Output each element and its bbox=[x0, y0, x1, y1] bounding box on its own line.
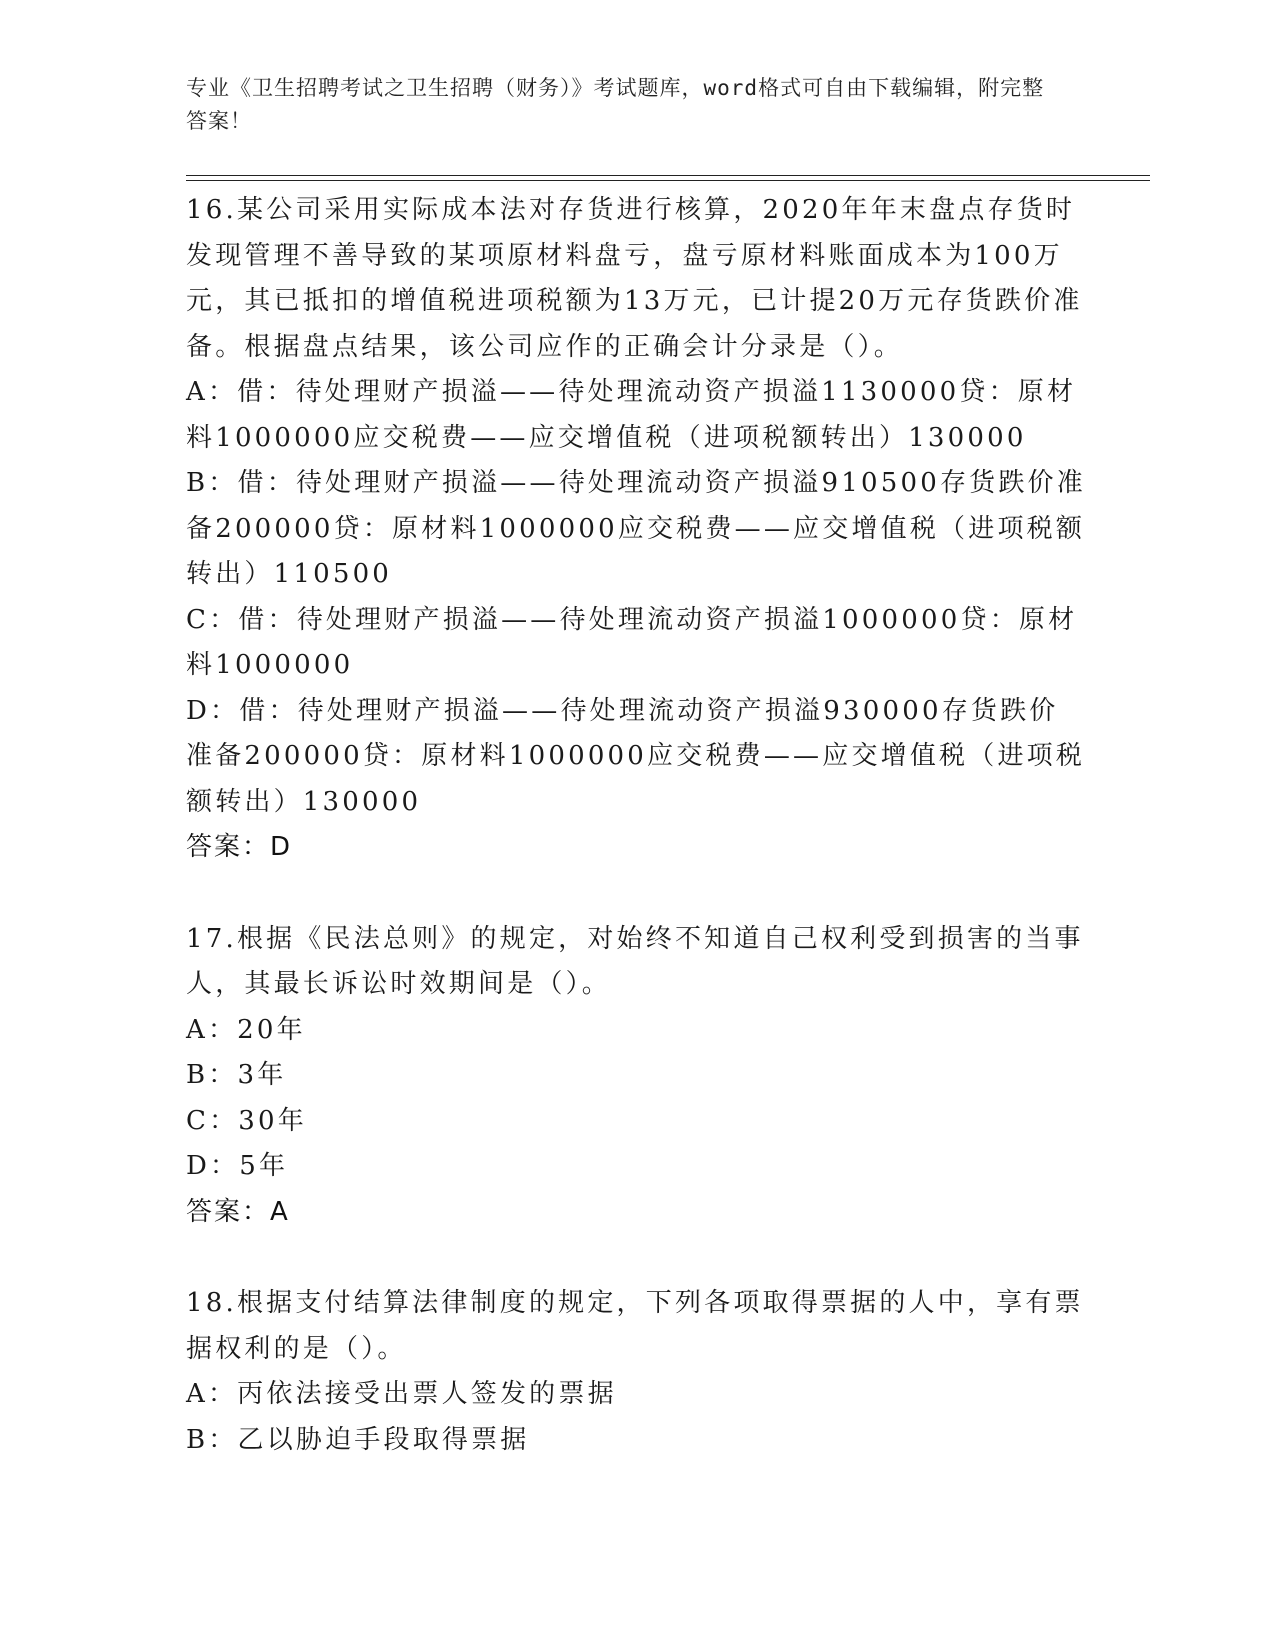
answer-line: 答案：A bbox=[186, 1196, 290, 1227]
option-c: C：借：待处理财产损溢——待处理流动资产损溢1000000贷：原材料1000000 bbox=[186, 604, 1078, 680]
question-spacer bbox=[186, 871, 1086, 917]
option-d: D：借：待处理财产损溢——待处理流动资产损溢930000存货跌价准备200000贷：原材料1000000应交税费——应交增值税（进项税额转出）130000 bbox=[186, 695, 1086, 817]
question-list bbox=[186, 188, 1086, 1463]
question-stem: 17.根据《民法总则》的规定，对始终不知道自己权利受到损害的当事人，其最长诉讼时效期间是（）。 bbox=[186, 923, 1084, 999]
option-b: B：乙以胁迫手段取得票据 bbox=[186, 1424, 530, 1455]
option-c: C：30年 bbox=[186, 1105, 307, 1136]
option-a: A：20年 bbox=[186, 1014, 306, 1045]
question-stem: 18.根据支付结算法律制度的规定，下列各项取得票据的人中，享有票据权利的是（）。 bbox=[186, 1288, 1084, 1364]
question-18 bbox=[186, 1281, 1086, 1463]
option-b: B：借：待处理财产损溢——待处理流动资产损溢910500存货跌价准备200000贷：原材料1000000应交税费——应交增值税（进项税额转出）110500 bbox=[186, 468, 1086, 589]
question-16 bbox=[186, 188, 1086, 871]
header-divider-bottom bbox=[186, 180, 1150, 181]
question-17 bbox=[186, 917, 1086, 1236]
option-a: A：丙依法接受出票人签发的票据 bbox=[186, 1379, 617, 1409]
option-d: D：5年 bbox=[186, 1151, 289, 1181]
question-stem: 16.某公司采用实际成本法对存货进行核算，2020年年末盘点存货时发现管理不善导致的某项原材料盘亏，盘亏原材料账面成本为100万元，其已抵扣的增值税进项税额为13万元，已计提20万元存货跌价准备。根据盘点结果，该公司应作的正确会计分录是（）。 bbox=[186, 195, 1083, 362]
page-header: 专业《卫生招聘考试之卫生招聘（财务）》考试题库，word格式可自由下载编辑，附完整答案！ bbox=[186, 76, 1045, 133]
answer-line: 答案：D bbox=[186, 832, 293, 862]
header-divider-top bbox=[186, 175, 1150, 176]
option-b: B：3年 bbox=[186, 1060, 287, 1090]
option-a: A：借：待处理财产损溢——待处理流动资产损溢1130000贷：原材料1000000应交税费——应交增值税（进项税额转出）130000 bbox=[186, 377, 1077, 453]
question-spacer bbox=[186, 1235, 1086, 1281]
